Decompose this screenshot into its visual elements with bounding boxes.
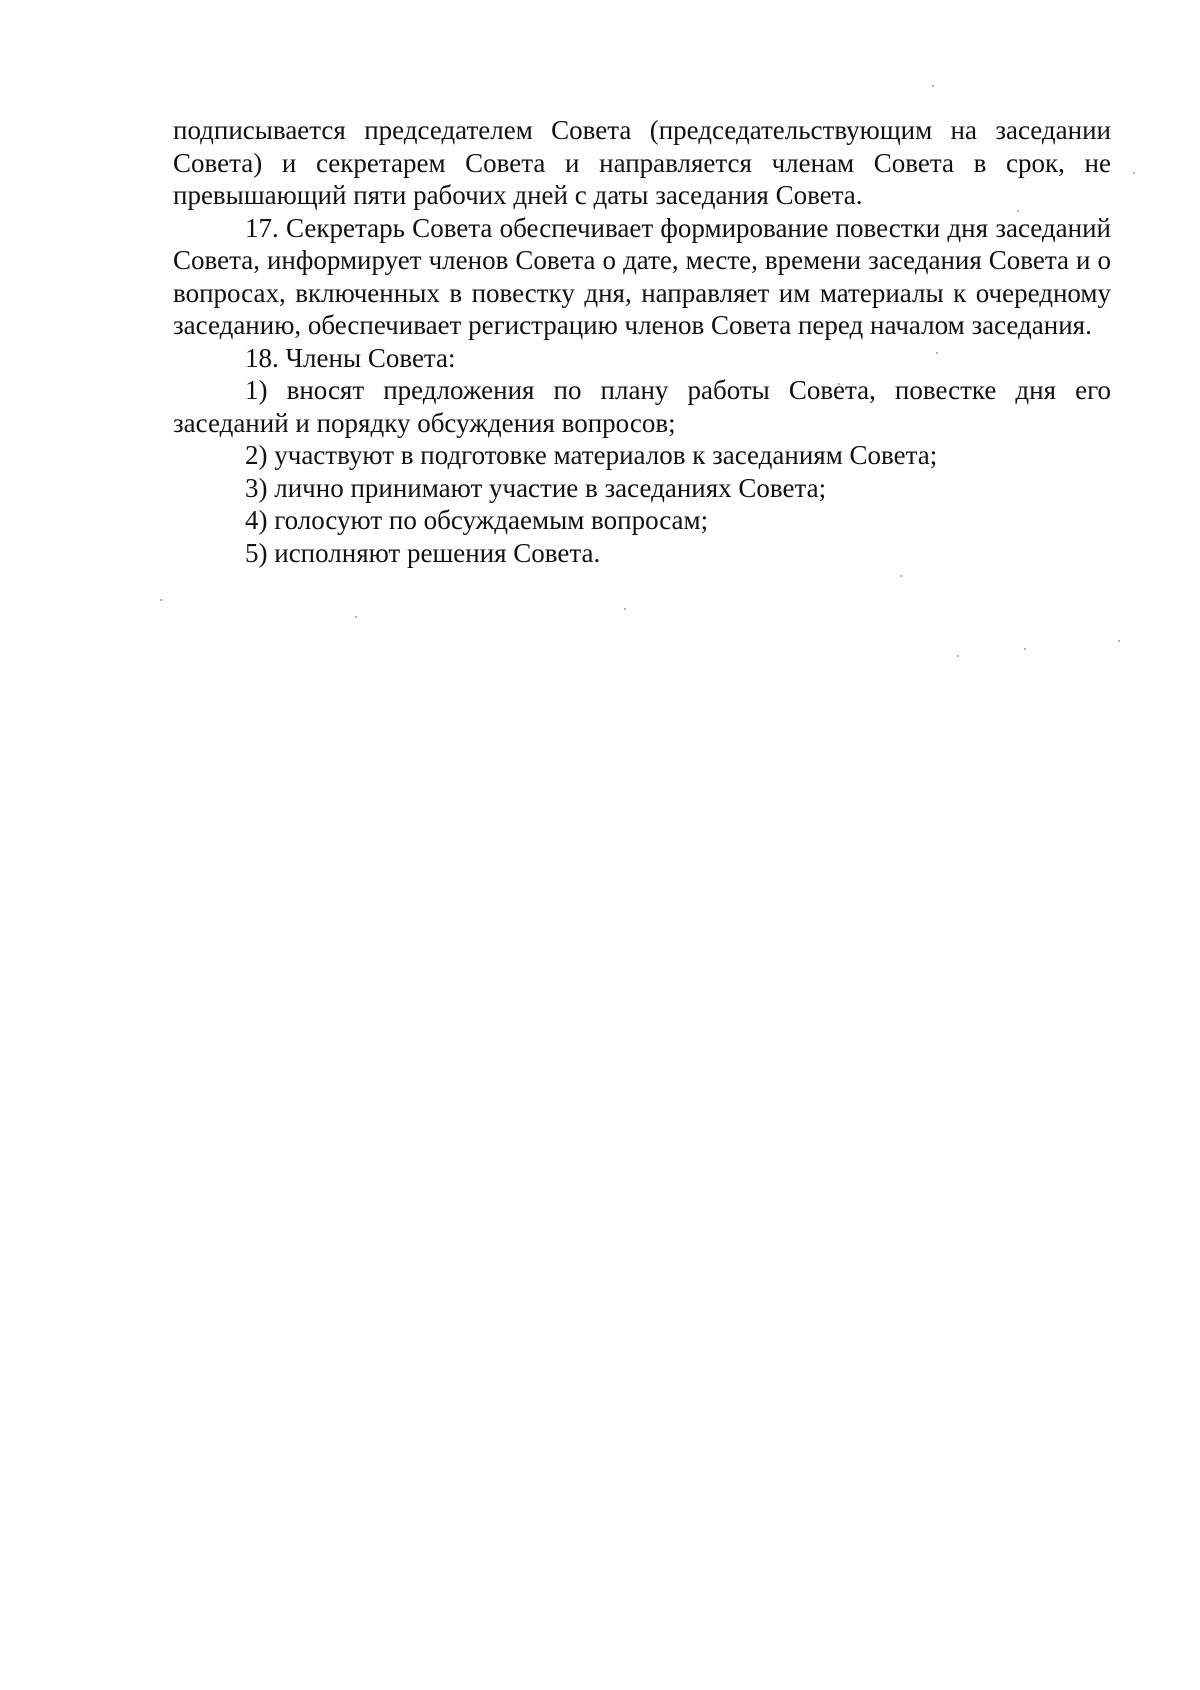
paragraph-17-secretary-duties: 17. Секретарь Совета обеспечивает формирование повестки дня заседаний Совета, информирует членов Совета о дате, месте, времени заседания Совета и о вопросах, включенных в повестку дня, направляет им материалы к очередному заседанию, обеспечивает регистрацию членов Совета перед началом заседания. [173, 212, 1111, 340]
paragraph-continuation: подписывается председателем Совета (председательствующим на заседании Совета) и секретарем Совета и направляется членам Совета в срок, не превышающий пяти рабочих дней с даты заседания Совета. [173, 115, 1111, 210]
list-item: 5) исполняют решения Совета. [245, 537, 601, 568]
list-item: 3) лично принимают участие в заседаниях Совета; [245, 472, 827, 503]
scan-speck [1118, 640, 1120, 642]
scan-speck [624, 608, 626, 610]
scan-speck [355, 616, 357, 618]
document-body [173, 114, 1111, 569]
scan-speck [932, 85, 934, 87]
list-item: 2) участвуют в подготовке материалов к заседаниям Совета; [245, 440, 938, 470]
scan-speck [957, 655, 959, 657]
scan-speck [1133, 172, 1135, 174]
list-item: 1) вносят предложения по плану работы Совета, повестке дня его заседаний и порядку обсуждения вопросов; [173, 375, 1111, 438]
scan-speck [1024, 648, 1026, 650]
scan-speck [160, 599, 162, 601]
paragraph-18-members-heading: 18. Члены Совета: [245, 342, 456, 373]
scan-speck [900, 575, 902, 577]
list-item: 4) голосуют по обсуждаемым вопросам; [245, 505, 709, 535]
